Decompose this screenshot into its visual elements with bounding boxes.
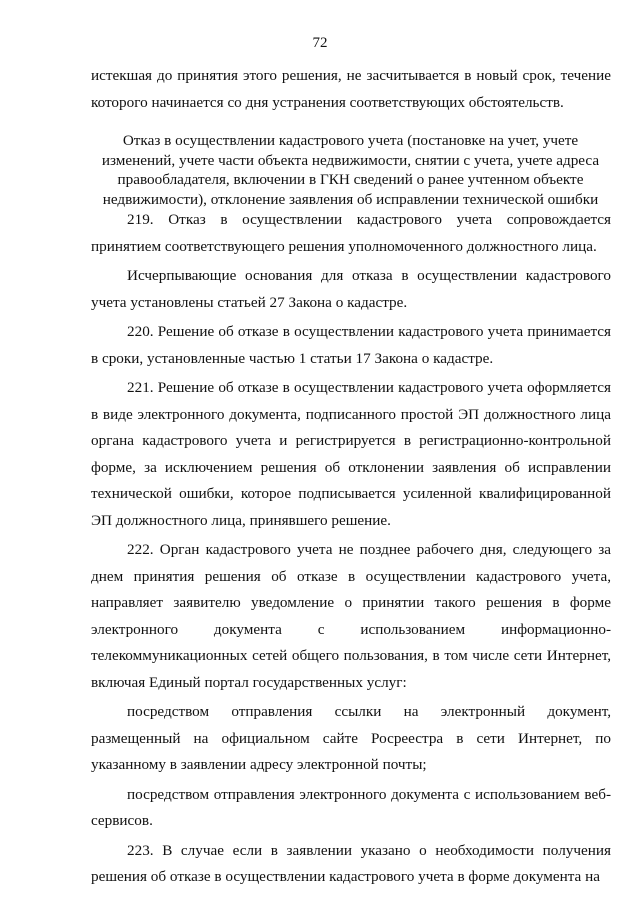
paragraph-webservice-option: посредством отправления электронного документа с использованием веб-сервисов. xyxy=(91,785,611,829)
carryover-paragraph: истекшая до принятия этого решения, не засчитывается в новый срок, течение которого начинается со дня устранения соответствующих обстоятельств. xyxy=(91,67,611,111)
page-number: 72 xyxy=(312,35,328,51)
paragraph-email-option: посредством отправления ссылки на электронный документ, размещенный на официальном сайте Росреестра в сети Интернет, по указанному в заявлении адресу электронной почты; xyxy=(91,703,611,773)
paragraph-220: 220. Решение об отказе в осуществлении кадастрового учета принимается в сроки, установленные частью 1 статьи 17 Закона о кадастре. xyxy=(91,323,611,367)
paragraph-223: 223. В случае если в заявлении указано о необходимости получения решения об отказе в осуществлении кадастрового учета в форме документа на xyxy=(91,841,611,885)
paragraph-219: 219. Отказ в осуществлении кадастрового учета сопровождается принятием соответствующего решения уполномоченного должностного лица. xyxy=(91,211,611,255)
carryover-block xyxy=(91,63,611,116)
paragraph-222: 222. Орган кадастрового учета не позднее рабочего дня, следующего за днем принятия решения об отказе в осуществлении кадастрового учета, направляет заявителю уведомление о принятии такого решения в форме электронного документа с использованием информационно-телекоммуникационных сетей общего пользования, в том числе сети Интернет, включая Единый портал государственных услуг: xyxy=(91,541,611,691)
section-heading: Отказ в осуществлении кадастрового учета (постановке на учет, учете изменений, учете части объекта недвижимости, снятии с учета, учете адреса правообладателя, включении в ГКН сведений о ранее учтенном объекте недвижимости), отклонение заявления об исправлении технической ошибки xyxy=(101,132,600,208)
main-text-block xyxy=(91,207,611,891)
paragraph-grounds: Исчерпывающие основания для отказа в осуществлении кадастрового учета установлены статьей 27 Закона о кадастре. xyxy=(91,267,611,311)
paragraph-221: 221. Решение об отказе в осуществлении кадастрового учета оформляется в виде электронного документа, подписанного простой ЭП должностного лица органа кадастрового учета и регистрируется в регистрационно-контрольной форме, за исключением решения об отклонении заявления об исправлении технической ошибки, которое подписывается усиленной квалифицированной ЭП должностного лица, принявшего решение. xyxy=(91,379,611,529)
